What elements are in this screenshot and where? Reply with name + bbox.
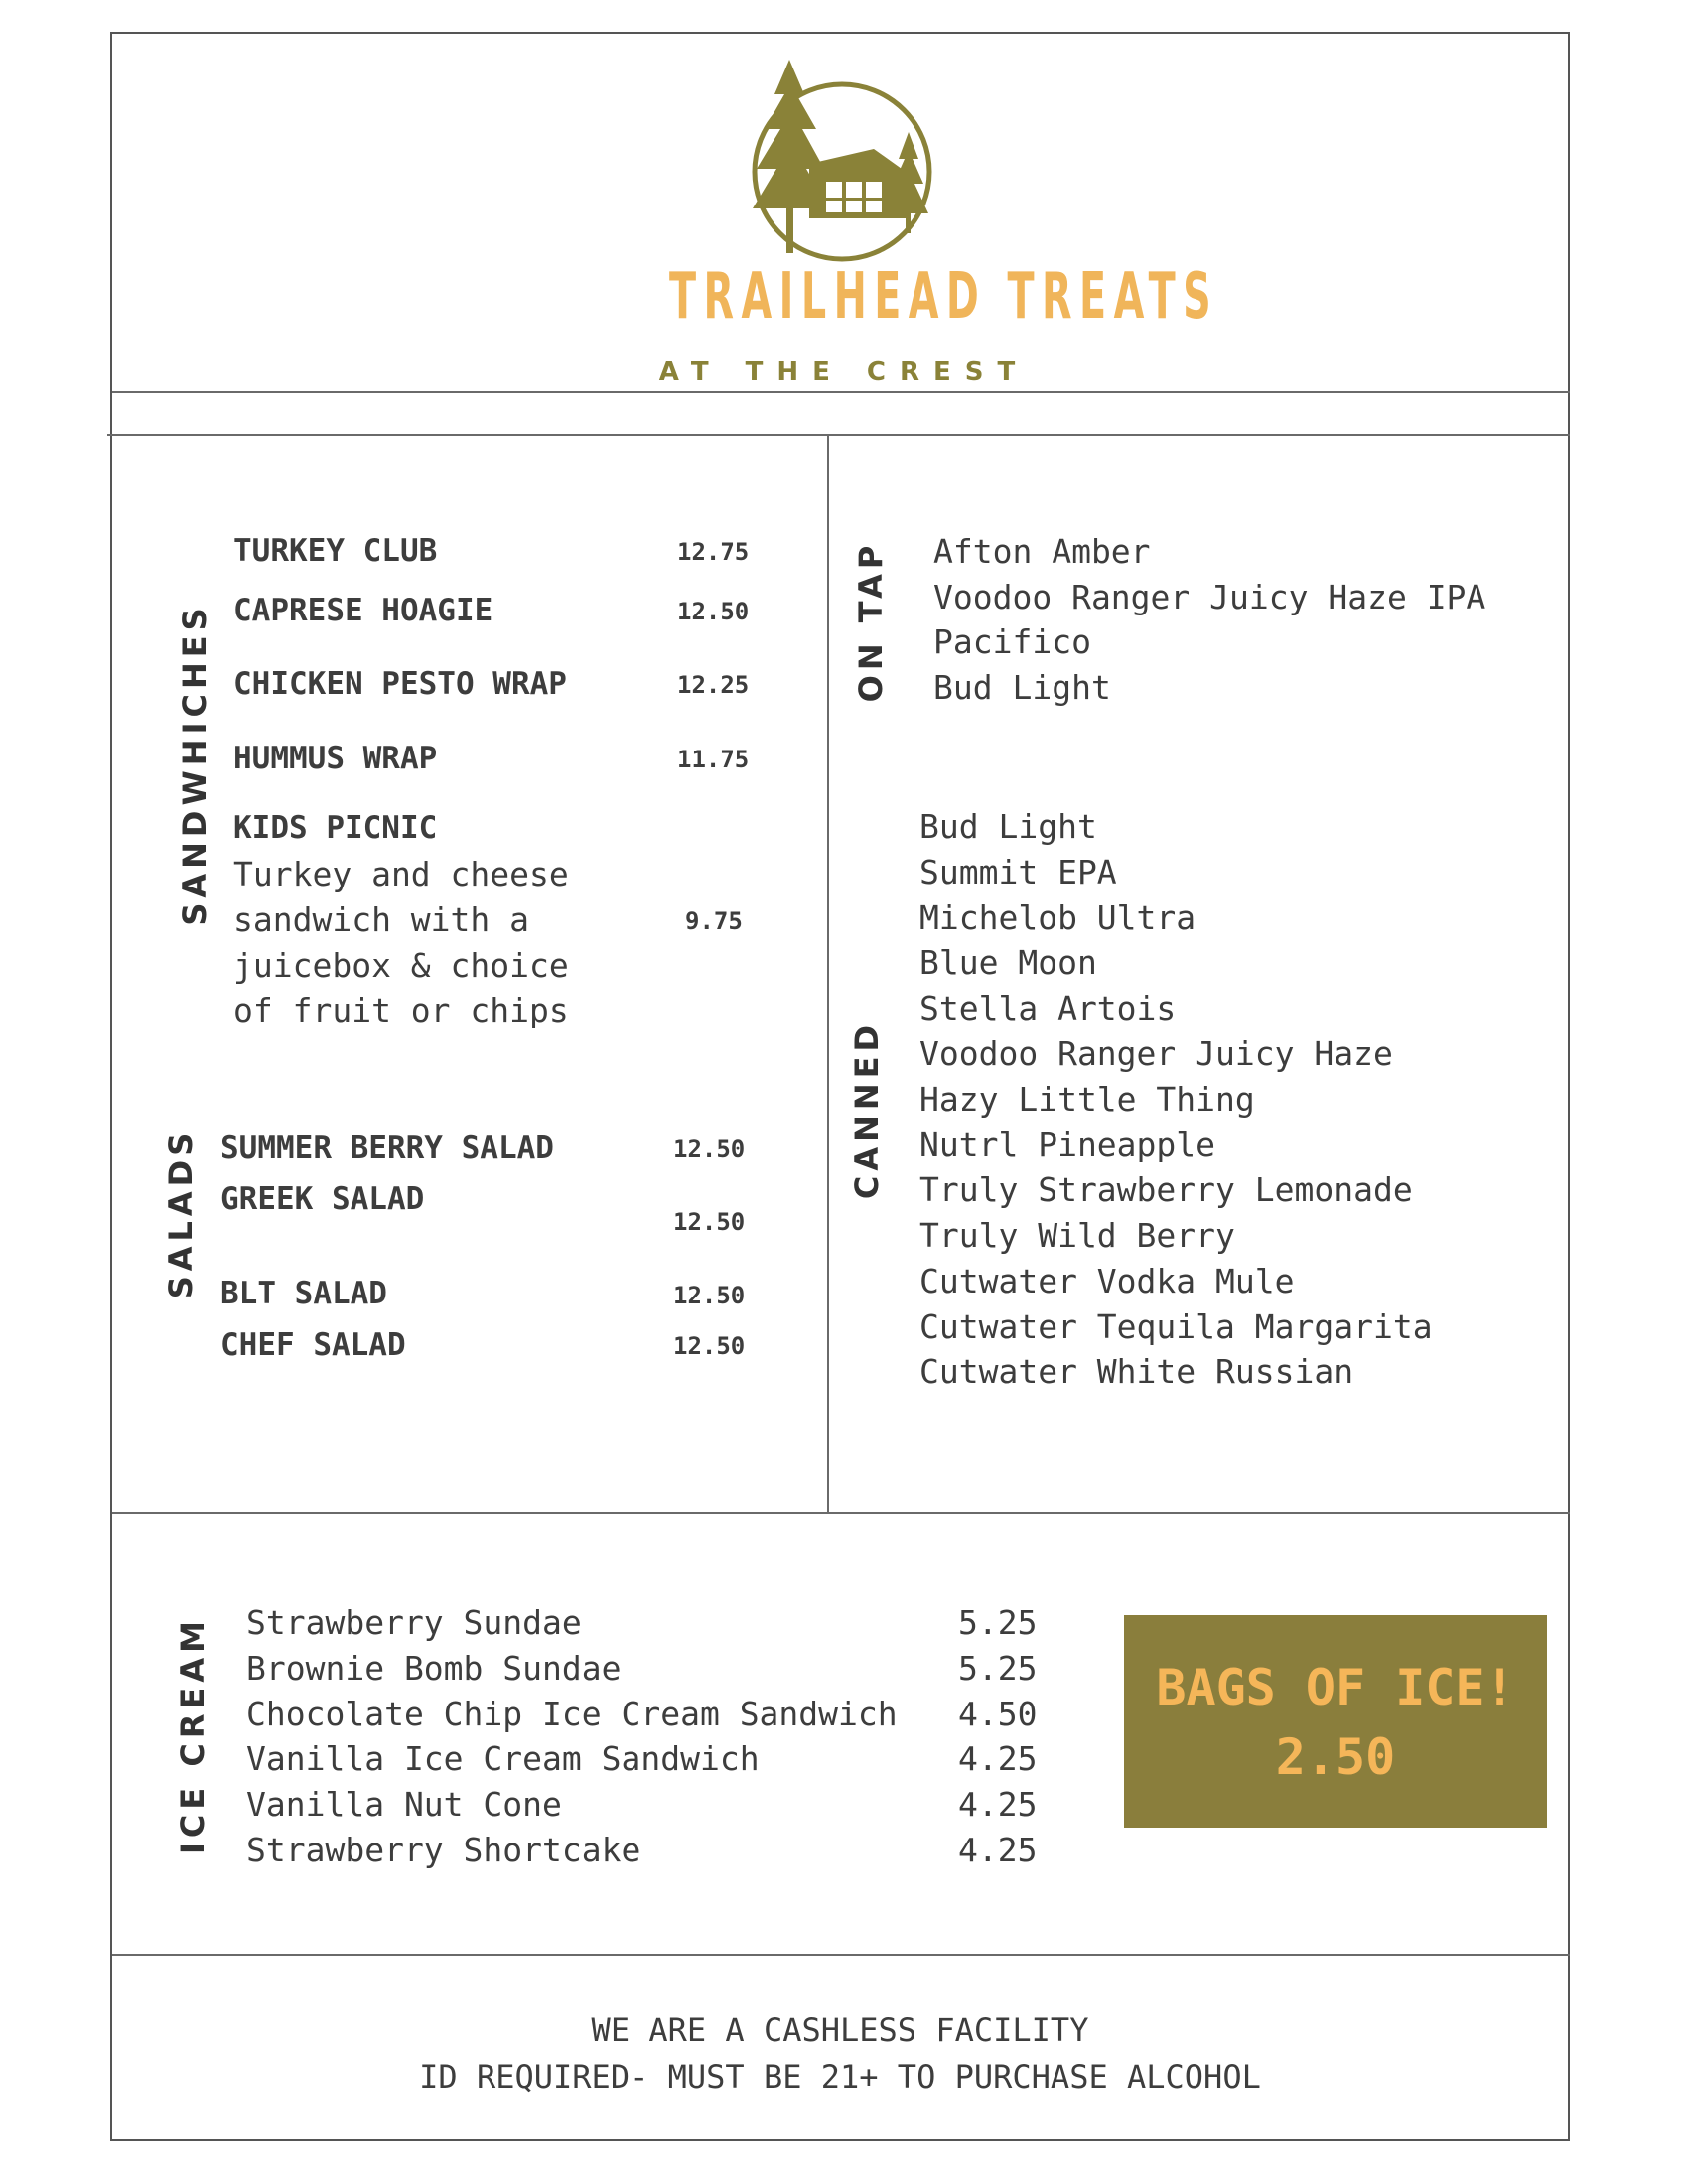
menu-item-price: 11.75 — [677, 746, 750, 773]
menu-item-description: sandwich with a — [233, 900, 530, 939]
drink-item: Cutwater Vodka Mule — [919, 1262, 1295, 1300]
divider-header-1 — [112, 391, 1570, 393]
drink-item: Nutrl Pineapple — [919, 1125, 1216, 1163]
ice-cream-item-name: Chocolate Chip Ice Cream Sandwich — [246, 1695, 898, 1733]
menu-item-price: 9.75 — [685, 907, 743, 935]
section-label-canned: CANNED — [848, 1020, 886, 1200]
drink-item: Truly Wild Berry — [919, 1216, 1235, 1255]
drink-item: Stella Artois — [919, 989, 1177, 1027]
drink-item: Afton Amber — [933, 532, 1151, 571]
menu-item-name: CAPRESE HOAGIE — [233, 593, 493, 628]
ice-cream-item-price: 4.50 — [958, 1695, 1038, 1733]
menu-item-name: HUMMUS WRAP — [233, 741, 438, 776]
footer-line-id-required: ID REQUIRED- MUST BE 21+ TO PURCHASE ALCOHOL — [419, 2058, 1261, 2096]
drink-item: Blue Moon — [919, 943, 1097, 982]
divider-footer — [112, 1954, 1570, 1956]
drink-item: Voodoo Ranger Juicy Haze — [919, 1034, 1393, 1073]
drink-item: Pacifico — [933, 622, 1091, 661]
ice-cream-item-name: Strawberry Shortcake — [246, 1831, 641, 1869]
menu-item-name: SUMMER BERRY SALAD — [220, 1130, 554, 1165]
ice-cream-item-name: Strawberry Sundae — [246, 1603, 582, 1642]
menu-item-name: CHICKEN PESTO WRAP — [233, 666, 567, 702]
menu-item-name: CHEF SALAD — [220, 1327, 406, 1363]
menu-item-name: KIDS PICNIC — [233, 810, 438, 846]
section-label-on-tap: ON TAP — [852, 540, 890, 703]
drink-item: Cutwater White Russian — [919, 1352, 1354, 1391]
menu-item-price: 12.50 — [673, 1332, 746, 1360]
menu-item-description: of fruit or chips — [233, 991, 569, 1029]
ice-cream-item-name: Vanilla Nut Cone — [246, 1785, 562, 1824]
divider-icecream — [112, 1512, 1570, 1514]
menu-item-name: GREEK SALAD — [220, 1181, 425, 1217]
ice-cream-item-price: 4.25 — [958, 1739, 1038, 1778]
menu-item-name: TURKEY CLUB — [233, 533, 438, 569]
menu-item-price: 12.75 — [677, 538, 750, 566]
footer-line-cashless: WE ARE A CASHLESS FACILITY — [591, 2011, 1089, 2049]
menu-item-price: 12.50 — [673, 1135, 746, 1162]
menu-item-price: 12.50 — [677, 598, 750, 625]
ice-cream-item-price: 5.25 — [958, 1649, 1038, 1688]
drink-item: Voodoo Ranger Juicy Haze IPA — [933, 578, 1486, 616]
menu-item-price: 12.50 — [673, 1282, 746, 1309]
menu-item-description: juicebox & choice — [233, 946, 569, 985]
ice-cream-item-price: 5.25 — [958, 1603, 1038, 1642]
menu-item-price: 12.25 — [677, 671, 750, 699]
drink-item: Hazy Little Thing — [919, 1080, 1255, 1119]
divider-header-2 — [107, 434, 1570, 436]
section-label-ice-cream: ICE CREAM — [174, 1616, 211, 1854]
drink-item: Michelob Ultra — [919, 898, 1196, 937]
cabin-pines-logo-icon — [735, 55, 943, 263]
brand-subtitle: AT THE CREST — [658, 357, 1030, 387]
drink-item: Summit EPA — [919, 853, 1117, 891]
drink-item: Bud Light — [933, 668, 1111, 707]
menu-item-price: 12.50 — [673, 1208, 746, 1236]
ice-cream-item-name: Brownie Bomb Sundae — [246, 1649, 622, 1688]
drink-item: Cutwater Tequila Margarita — [919, 1307, 1433, 1346]
promo-price: 2.50 — [1275, 1728, 1396, 1786]
promo-box — [1124, 1615, 1547, 1828]
ice-cream-item-price: 4.25 — [958, 1831, 1038, 1869]
divider-column — [827, 436, 829, 1513]
drink-item: Bud Light — [919, 807, 1097, 846]
section-label-sandwiches: SANDWHICHES — [176, 603, 213, 926]
section-label-salads: SALADS — [162, 1127, 200, 1299]
ice-cream-item-price: 4.25 — [958, 1785, 1038, 1824]
brand-title: TRAILHEAD TREATS — [669, 260, 1219, 334]
ice-cream-item-name: Vanilla Ice Cream Sandwich — [246, 1739, 760, 1778]
menu-item-description: Turkey and cheese — [233, 855, 569, 893]
promo-title: BAGS OF ICE! — [1156, 1659, 1515, 1716]
menu-item-name: BLT SALAD — [220, 1276, 387, 1311]
drink-item: Truly Strawberry Lemonade — [919, 1170, 1413, 1209]
